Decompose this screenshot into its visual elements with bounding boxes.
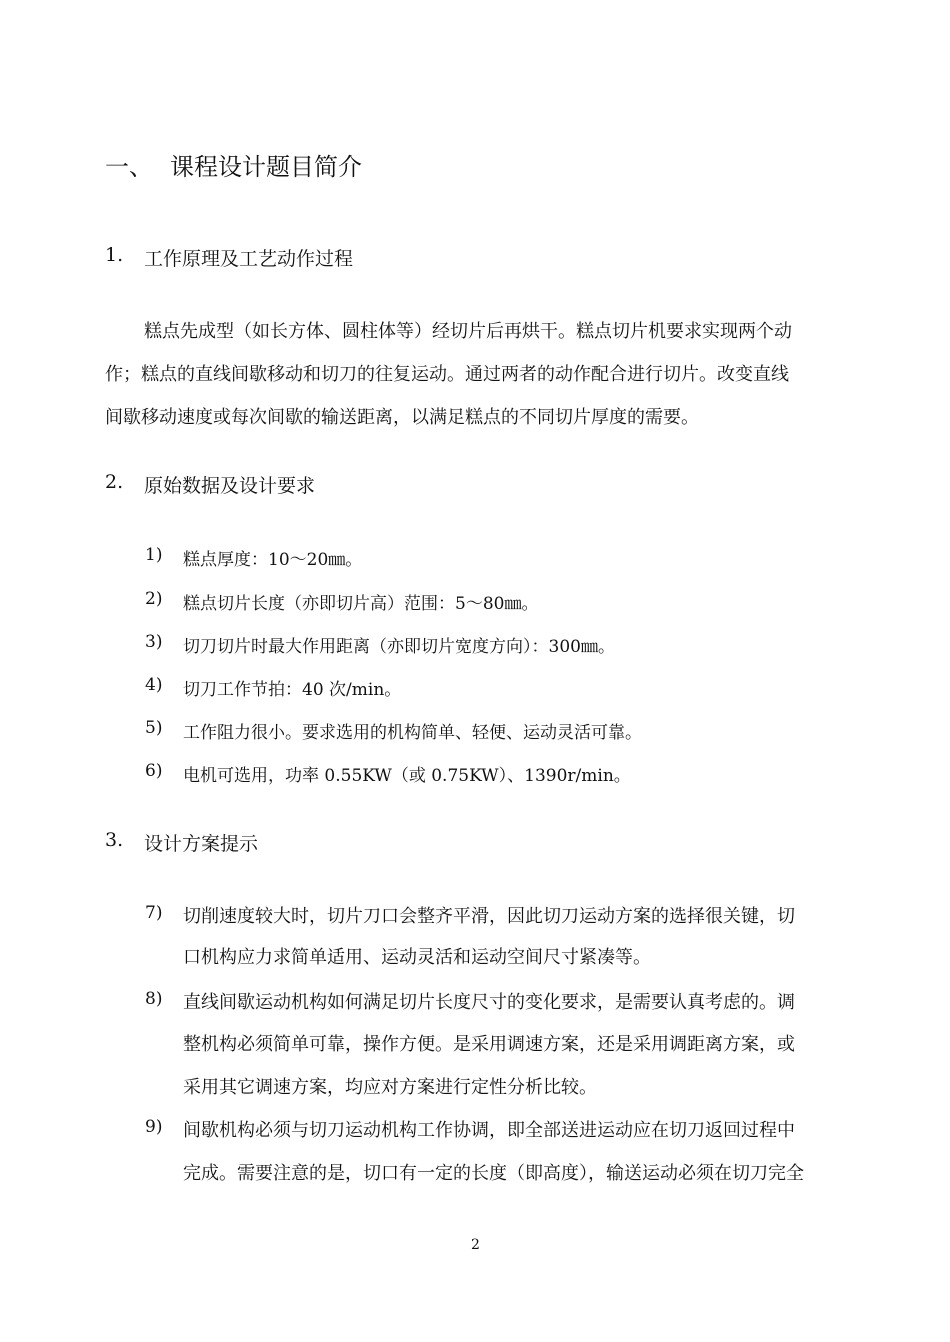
list-item-text: 工作阻力很小。要求选用的机构简单、轻便、运动灵活可靠。 — [183, 723, 642, 743]
list-item-num: 1) — [145, 545, 163, 565]
tip-item-line: 口机构应力求简单适用、运动灵活和运动空间尺寸紧凑等。 — [183, 947, 651, 968]
tip-item-num: 8) — [145, 989, 163, 1009]
tip-item-line: 采用其它调速方案，均应对方案进行定性分析比较。 — [183, 1077, 597, 1098]
subsection-1-title: 工作原理及工艺动作过程 — [144, 248, 354, 270]
section-title: 课程设计题目简介 — [170, 153, 362, 181]
tip-item-num: 7) — [145, 903, 163, 923]
subsection-2-number: 2. — [105, 471, 124, 493]
section-number: 一、 — [105, 153, 153, 181]
list-item-num: 6) — [145, 761, 163, 781]
page-number: 2 — [471, 1237, 480, 1253]
list-item-num: 5) — [145, 718, 163, 738]
tip-item-num: 9) — [145, 1117, 163, 1137]
paragraph-line-2: 作；糕点的直线间歇移动和切刀的往复运动。通过两者的动作配合进行切片。改变直线 — [105, 364, 789, 385]
list-item-text: 糕点厚度：10～20㎜。 — [183, 550, 363, 570]
tip-item-line: 整机构必须简单可靠，操作方便。是采用调速方案，还是采用调距离方案，或 — [183, 1034, 795, 1055]
list-item-text: 切刀工作节拍：40 次/min。 — [183, 680, 402, 700]
tip-item-line: 直线间歇运动机构如何满足切片长度尺寸的变化要求，是需要认真考虑的。调 — [183, 992, 795, 1013]
paragraph-line-1: 糕点先成型（如长方体、圆柱体等）经切片后再烘干。糕点切片机要求实现两个动 — [144, 321, 792, 342]
list-item-num: 3) — [145, 632, 163, 652]
subsection-3-number: 3. — [105, 829, 124, 851]
list-item-text: 糕点切片长度（亦即切片高）范围：5～80㎜。 — [183, 594, 539, 614]
subsection-2-title: 原始数据及设计要求 — [144, 475, 316, 497]
list-item-num: 4) — [145, 675, 163, 695]
list-item-num: 2) — [145, 589, 163, 609]
subsection-3-title: 设计方案提示 — [144, 833, 259, 855]
list-item-text: 电机可选用，功率 0.55KW（或 0.75KW）、1390r/min。 — [183, 766, 631, 786]
tip-item-line: 完成。需要注意的是，切口有一定的长度（即高度），输送运动必须在切刀完全 — [183, 1163, 804, 1184]
tip-item-line: 间歇机构必须与切刀运动机构工作协调，即全部送进运动应在切刀返回过程中 — [183, 1120, 795, 1141]
paragraph-line-3: 间歇移动速度或每次间歇的输送距离，以满足糕点的不同切片厚度的需要。 — [105, 407, 699, 428]
list-item-text: 切刀切片时最大作用距离（亦即切片宽度方向）：300㎜。 — [183, 637, 615, 657]
tip-item-line: 切削速度较大时，切片刀口会整齐平滑，因此切刀运动方案的选择很关键，切 — [183, 906, 795, 927]
subsection-1-number: 1. — [105, 244, 124, 266]
